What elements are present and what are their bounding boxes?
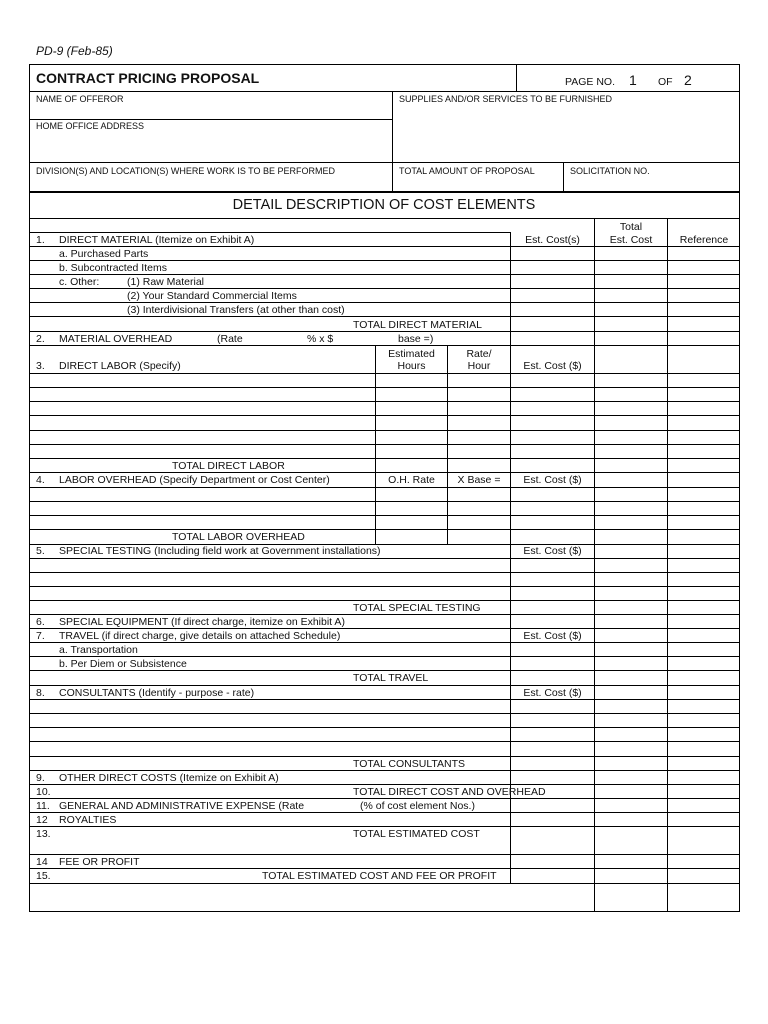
total-consultants-label: TOTAL CONSULTANTS [353, 758, 466, 770]
total-direct-cost-overhead-label: TOTAL DIRECT COST AND OVERHEAD [353, 786, 546, 798]
total-special-testing-label: TOTAL SPECIAL TESTING [353, 602, 481, 614]
transportation-label: a. Transportation [59, 644, 138, 656]
rate-label: (Rate [217, 333, 243, 345]
row-number: 12 [36, 814, 48, 826]
other-direct-costs-label: OTHER DIRECT COSTS (Itemize on Exhibit A) [59, 772, 279, 784]
total-cost-fee-profit-label: TOTAL ESTIMATED COST AND FEE OR PROFIT [262, 870, 497, 882]
total-estimated-cost-label: TOTAL ESTIMATED COST [353, 828, 480, 840]
total-travel-label: TOTAL TRAVEL [353, 672, 429, 684]
division-location-field[interactable]: DIVISION(S) AND LOCATION(S) WHERE WORK IS TO BE PERFORMED [36, 166, 336, 176]
col-hour-label: Hour [467, 360, 491, 372]
travel-label: TRAVEL (if direct charge, give details on attached Schedule) [59, 630, 341, 642]
fee-or-profit-label: FEE OR PROFIT [59, 856, 140, 868]
col-reference-label: Reference [679, 234, 729, 246]
col-oh-rate-label: O.H. Rate [388, 474, 435, 486]
special-testing-label: SPECIAL TESTING (Including field work at Government installations) [59, 545, 381, 557]
row-number: 8. [36, 687, 45, 699]
percent-times-label: % x $ [307, 333, 334, 345]
of-label: OF [658, 76, 673, 88]
col-est-cost-label: Est. Cost ($) [523, 474, 582, 486]
consultants-label: CONSULTANTS (Identify - purpose - rate) [59, 687, 255, 699]
row-number: 10. [36, 786, 51, 798]
row-number: 1. [36, 234, 45, 246]
col-total-est-cost-label: Est. Cost [609, 234, 653, 246]
col-total-label: Total [619, 221, 643, 233]
col-est-cost-label: Est. Cost ($) [523, 630, 582, 642]
interdivisional-transfers-label: (3) Interdivisional Transfers (at other than cost) [127, 304, 345, 316]
labor-overhead-label: LABOR OVERHEAD (Specify Department or Cost Center) [59, 474, 330, 486]
row-number: 13. [36, 828, 51, 840]
row-number: 14 [36, 856, 48, 868]
other-label: c. Other: [59, 276, 100, 288]
col-est-cost-label: Est. Cost ($) [523, 687, 582, 699]
page-total: 2 [684, 72, 692, 88]
form-id: PD-9 (Feb-85) [36, 44, 113, 58]
row-number: 6. [36, 616, 45, 628]
page-no-label: PAGE NO. [565, 76, 615, 88]
total-labor-overhead-label: TOTAL LABOR OVERHEAD [172, 531, 305, 543]
col-hours-label: Hours [397, 360, 426, 372]
base-label: base =) [398, 333, 434, 345]
direct-labor-label: DIRECT LABOR (Specify) [59, 360, 181, 372]
total-direct-material-label: TOTAL DIRECT MATERIAL [353, 319, 482, 331]
special-equipment-label: SPECIAL EQUIPMENT (If direct charge, itemize on Exhibit A) [59, 616, 345, 628]
col-est-costs-label: Est. Cost(s) [525, 234, 580, 246]
royalties-label: ROYALTIES [59, 814, 117, 826]
row-number: 11. [36, 800, 50, 812]
page-number: 1 [629, 72, 637, 88]
direct-material-label: DIRECT MATERIAL (Itemize on Exhibit A) [59, 234, 255, 246]
row-number: 7. [36, 630, 45, 642]
offeror-name-field[interactable]: NAME OF OFFEROR [36, 94, 124, 104]
supplies-services-field[interactable]: SUPPLIES AND/OR SERVICES TO BE FURNISHED [399, 94, 613, 104]
subcontracted-items-label: b. Subcontracted Items [59, 262, 167, 274]
cost-element-nos-label: (% of cost element Nos.) [360, 800, 475, 812]
col-est-cost-label: Est. Cost ($) [523, 360, 582, 372]
row-number: 3. [36, 360, 45, 372]
section-title: DETAIL DESCRIPTION OF COST ELEMENTS [232, 197, 536, 213]
row-number: 9. [36, 772, 45, 784]
row-number: 15. [36, 870, 51, 882]
purchased-parts-label: a. Purchased Parts [59, 248, 149, 260]
home-office-address-field[interactable]: HOME OFFICE ADDRESS [36, 121, 145, 131]
row-number: 5. [36, 545, 45, 557]
material-overhead-label: MATERIAL OVERHEAD [59, 333, 173, 345]
row-number: 4. [36, 474, 45, 486]
col-rate-label: Rate/ [466, 348, 492, 360]
per-diem-label: b. Per Diem or Subsistence [59, 658, 187, 670]
raw-material-label: (1) Raw Material [127, 276, 205, 288]
general-admin-expense-label: GENERAL AND ADMINISTRATIVE EXPENSE (Rate [59, 800, 305, 812]
solicitation-no-field[interactable]: SOLICITATION NO. [570, 166, 650, 176]
form-title: CONTRACT PRICING PROPOSAL [36, 70, 260, 86]
total-direct-labor-label: TOTAL DIRECT LABOR [172, 460, 285, 472]
col-est-cost-label: Est. Cost ($) [523, 545, 582, 557]
row-number: 2. [36, 333, 45, 345]
col-estimated-label: Estimated [388, 348, 435, 360]
col-x-base-label: X Base = [457, 474, 501, 486]
total-amount-field[interactable]: TOTAL AMOUNT OF PROPOSAL [399, 166, 535, 176]
standard-commercial-items-label: (2) Your Standard Commercial Items [127, 290, 297, 302]
